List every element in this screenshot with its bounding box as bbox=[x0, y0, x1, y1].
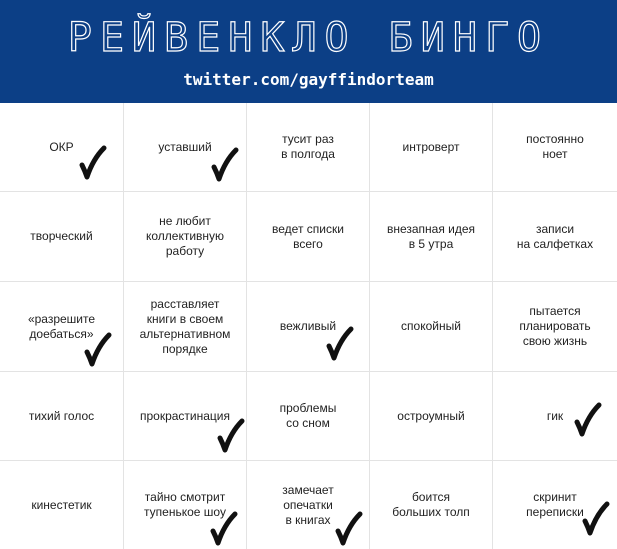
bingo-cell-label: проблемы со сном bbox=[279, 401, 337, 430]
bingo-cell[interactable] bbox=[370, 372, 493, 461]
bingo-cell[interactable] bbox=[124, 461, 247, 549]
bingo-cell[interactable] bbox=[0, 282, 124, 372]
bingo-title: РЕЙВЕНКЛО БИНГО bbox=[67, 15, 550, 61]
checkmark-icon bbox=[573, 402, 603, 438]
bingo-cell-label: внезапная идея в 5 утра bbox=[386, 221, 476, 251]
checkmark-icon bbox=[210, 147, 240, 183]
bingo-cell[interactable] bbox=[493, 103, 617, 192]
bingo-cell-label: спокойный bbox=[401, 319, 461, 333]
bingo-cell-label: записи на салфетках bbox=[516, 221, 594, 251]
bingo-cell[interactable] bbox=[247, 192, 370, 282]
bingo-cell-label: пытается планировать свою жизнь bbox=[519, 304, 591, 348]
header-banner bbox=[0, 0, 617, 103]
bingo-cell[interactable] bbox=[0, 372, 124, 461]
bingo-cell[interactable] bbox=[247, 372, 370, 461]
checkmark-icon bbox=[325, 326, 355, 362]
bingo-cell-label: тайно смотрит тупенькое шоу bbox=[144, 490, 226, 519]
bingo-cell[interactable] bbox=[0, 192, 124, 282]
bingo-cell-label: тусит раз в полгода bbox=[281, 132, 335, 161]
bingo-cell[interactable] bbox=[247, 461, 370, 549]
checkmark-icon bbox=[78, 145, 108, 181]
bingo-cell-label: творческий bbox=[30, 229, 93, 243]
bingo-cell-label: интроверт bbox=[402, 139, 460, 154]
bingo-cell-label: остроумный bbox=[397, 408, 465, 423]
bingo-cell-label: кинестетик bbox=[31, 497, 92, 512]
bingo-cell[interactable] bbox=[370, 103, 493, 192]
checkmark-icon bbox=[334, 511, 364, 547]
bingo-cell-label: вежливый bbox=[279, 319, 337, 333]
bingo-cell[interactable] bbox=[493, 372, 617, 461]
bingo-cell-label: ОКР bbox=[49, 139, 74, 154]
bingo-cell-label: расставляет книги в своем альтернативном порядке bbox=[139, 296, 231, 356]
bingo-cell[interactable] bbox=[493, 192, 617, 282]
bingo-grid bbox=[0, 103, 617, 549]
bingo-cell-label: уставший bbox=[158, 139, 212, 154]
bingo-cell[interactable] bbox=[493, 461, 617, 549]
checkmark-icon bbox=[209, 511, 239, 547]
twitter-handle: twitter.com/gayffindorteam bbox=[183, 70, 434, 89]
bingo-cell-label: ведет списки всего bbox=[272, 221, 344, 251]
bingo-cell[interactable] bbox=[124, 372, 247, 461]
bingo-cell-label: тихий голос bbox=[28, 408, 95, 423]
bingo-cell[interactable] bbox=[370, 461, 493, 549]
bingo-cell-label: боится больших толп bbox=[392, 490, 470, 519]
bingo-cell[interactable] bbox=[370, 282, 493, 372]
bingo-cell[interactable] bbox=[124, 282, 247, 372]
bingo-cell-label: гик bbox=[546, 408, 564, 423]
bingo-cell[interactable] bbox=[247, 103, 370, 192]
bingo-cell-label: замечает опечатки в книгах bbox=[282, 482, 334, 527]
bingo-cell[interactable] bbox=[370, 192, 493, 282]
bingo-cell-label: «разрешите доебаться» bbox=[27, 311, 96, 341]
checkmark-icon bbox=[83, 332, 113, 368]
bingo-cell-label: постоянно ноет bbox=[526, 132, 584, 161]
bingo-cell-label: не любит коллективную работу bbox=[145, 214, 225, 258]
checkmark-icon bbox=[216, 418, 246, 454]
bingo-cell[interactable] bbox=[124, 192, 247, 282]
bingo-cell-label: скринит переписки bbox=[526, 490, 584, 519]
bingo-cell[interactable] bbox=[247, 282, 370, 372]
bingo-cell[interactable] bbox=[493, 282, 617, 372]
checkmark-icon bbox=[581, 501, 611, 537]
bingo-cell[interactable] bbox=[0, 461, 124, 549]
bingo-cell[interactable] bbox=[124, 103, 247, 192]
bingo-cell[interactable] bbox=[0, 103, 124, 192]
bingo-cell-label: прокрастинация bbox=[139, 408, 231, 423]
